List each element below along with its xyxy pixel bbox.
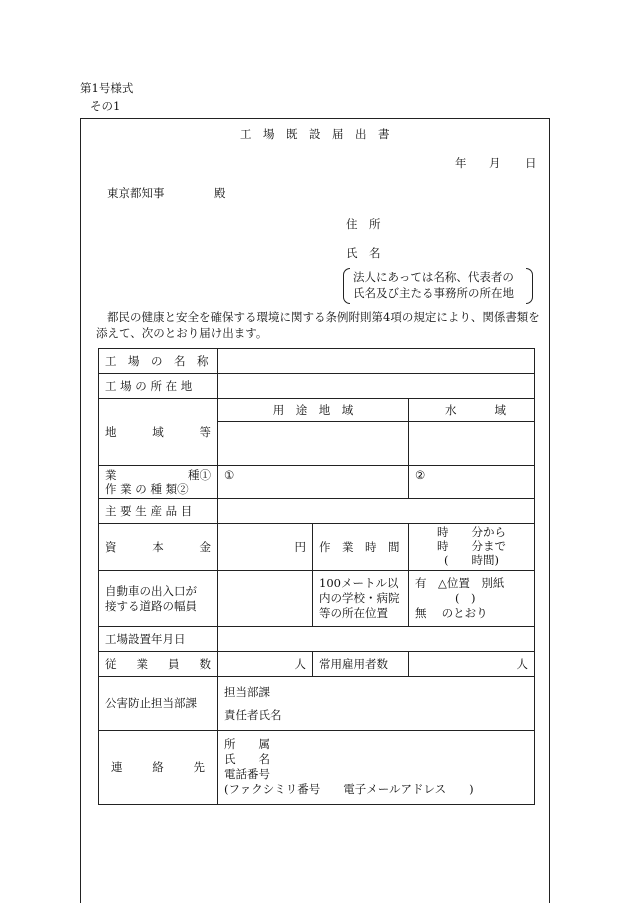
addressee: 東京都知事 xyxy=(107,186,165,200)
land-use-field[interactable] xyxy=(218,422,409,466)
established-date-label: 工場設置年月日 xyxy=(99,627,218,652)
factory-location-label: 工 場 の 所 在 地 xyxy=(99,374,218,399)
honorific: 殿 xyxy=(214,186,226,200)
form-sub-number: その1 xyxy=(90,99,121,113)
date-month-label: 月 xyxy=(489,156,501,170)
main-products-field[interactable] xyxy=(218,499,535,524)
industry-field-2[interactable]: ② xyxy=(409,466,535,499)
school-hospital-label: 100メートル以 内の学校・病院 等の所在位置 xyxy=(313,571,409,627)
date-year-label: 年 xyxy=(455,156,467,170)
industry-label: 業 種① 作 業 の 種 類② xyxy=(99,466,218,499)
pollution-control-label: 公害防止担当部課 xyxy=(99,677,218,731)
industry-field-1[interactable]: ① xyxy=(218,466,409,499)
address-label: 住 所 xyxy=(346,217,381,231)
corporate-note-line1: 法人にあっては名称、代表者の xyxy=(353,270,514,284)
area-label: 地 域 等 xyxy=(99,399,218,466)
road-width-label: 自動車の出入口が 接する道路の幅員 xyxy=(99,571,218,627)
work-hours-field[interactable]: 時 分から 時 分まで ( 時間) xyxy=(409,524,535,571)
factory-location-field[interactable] xyxy=(218,374,535,399)
intro-line2: 添えて、次のとおり届け出ます。 xyxy=(96,326,268,340)
work-hours-label: 作 業 時 間 xyxy=(313,524,409,571)
factory-name-label: 工 場 の 名 称 xyxy=(99,349,218,374)
corporate-note-line2: 氏名及び主たる事務所の所在地 xyxy=(353,286,514,300)
factory-name-field[interactable] xyxy=(218,349,535,374)
contact-field[interactable]: 所 属 氏 名 電話番号 (ファクシミリ番号 電子メールアドレス ) xyxy=(218,731,535,805)
form-title: 工 場 既 設 届 出 書 xyxy=(240,127,390,141)
factory-form-table xyxy=(98,348,535,805)
pollution-control-field[interactable]: 担当部課 責任者氏名 xyxy=(218,677,535,731)
name-label: 氏 名 xyxy=(346,246,381,260)
road-width-field[interactable] xyxy=(218,571,313,627)
regular-employees-label: 常用雇用者数 xyxy=(313,652,409,677)
water-area-header: 水 域 xyxy=(409,399,535,422)
form-number: 第1号様式 xyxy=(80,81,134,95)
employees-label: 従 業 員 数 xyxy=(99,652,218,677)
employees-field[interactable]: 人 xyxy=(218,652,313,677)
intro-line1: 都民の健康と安全を確保する環境に関する条例附則第4項の規定により、関係書類を xyxy=(107,310,540,324)
capital-label: 資 本 金 xyxy=(99,524,218,571)
date-day-label: 日 xyxy=(525,156,537,170)
capital-field[interactable]: 円 xyxy=(218,524,313,571)
contact-label: 連 絡 先 xyxy=(99,731,218,805)
school-hospital-field[interactable]: 有 △位置 別紙 ( ) 無 のとおり xyxy=(409,571,535,627)
water-area-field[interactable] xyxy=(409,422,535,466)
established-date-field[interactable] xyxy=(218,627,535,652)
land-use-header: 用 途 地 域 xyxy=(218,399,409,422)
main-products-label: 主 要 生 産 品 目 xyxy=(99,499,218,524)
regular-employees-field[interactable]: 人 xyxy=(409,652,535,677)
